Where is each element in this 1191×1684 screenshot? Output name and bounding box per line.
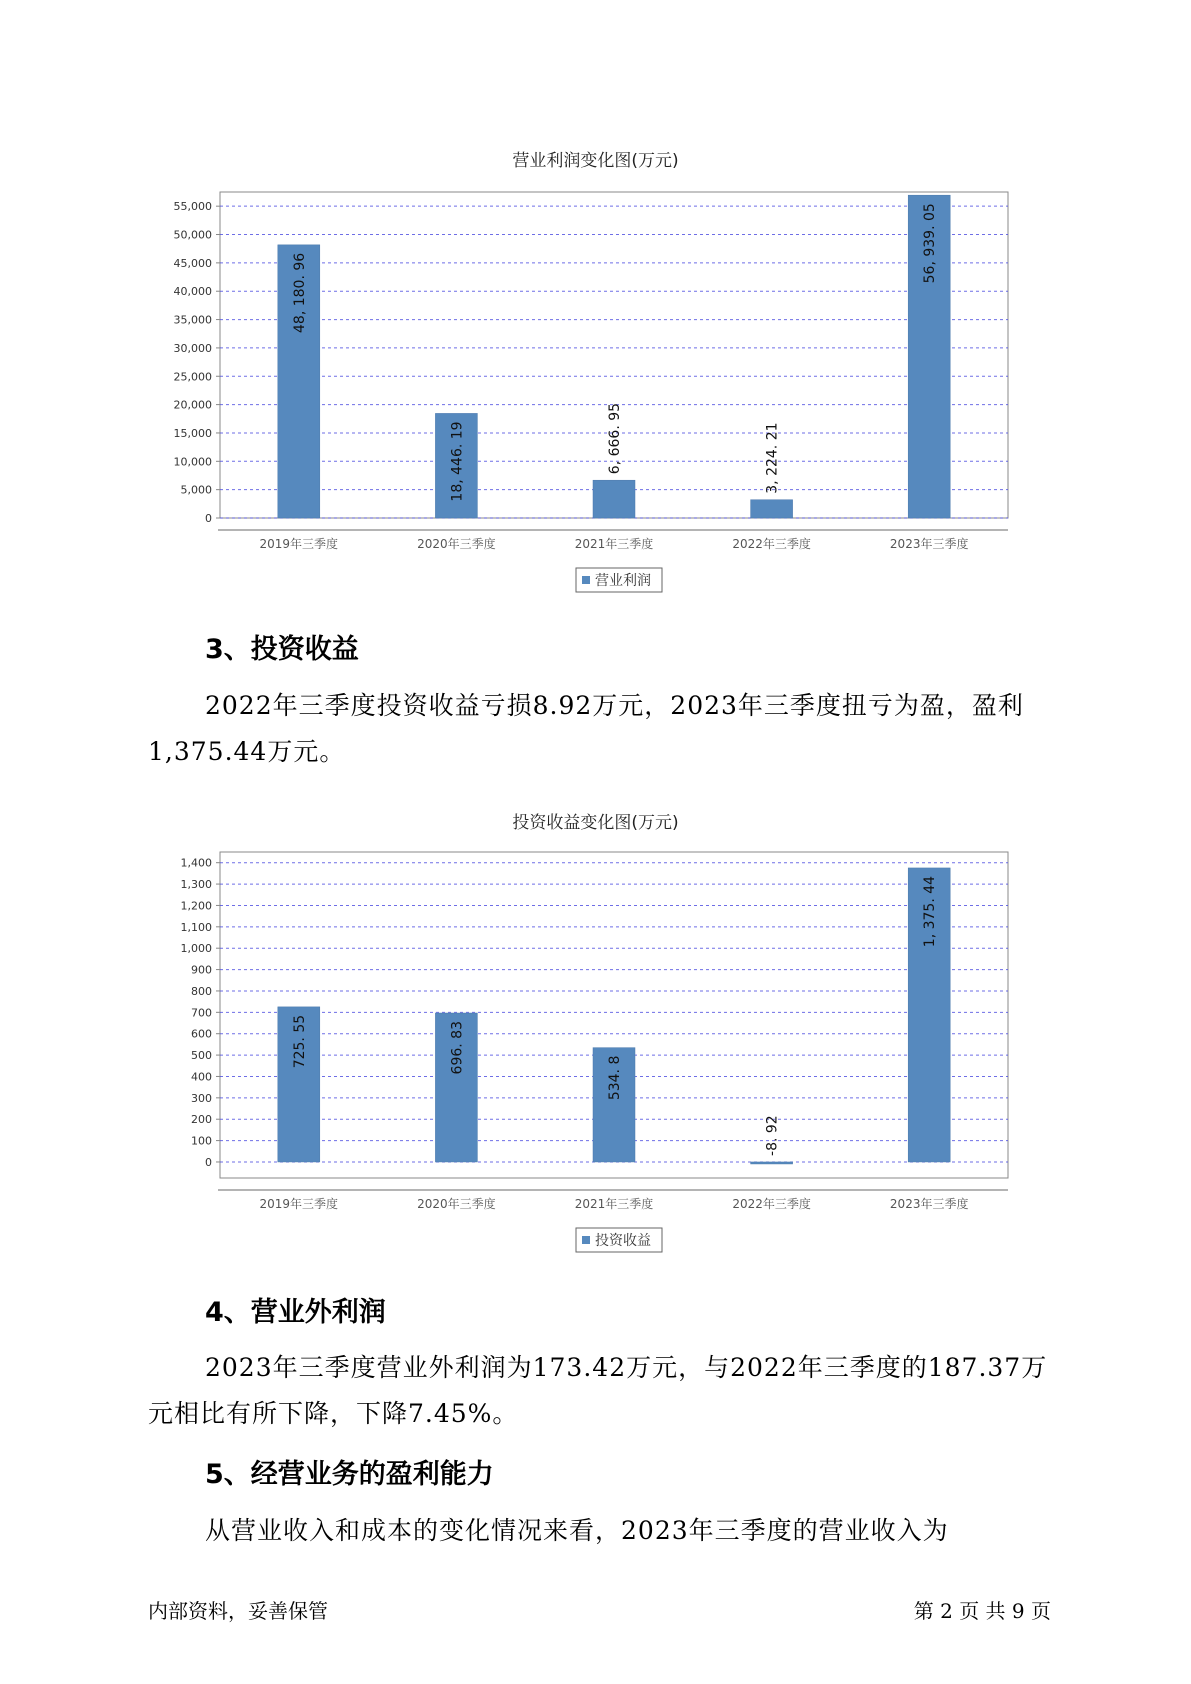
y-tick-label: 40,000 bbox=[173, 285, 212, 299]
category-label: 2022年三季度 bbox=[732, 1197, 811, 1211]
y-tick-label: 5,000 bbox=[180, 483, 212, 497]
bar-data-label: 56, 939. 05 bbox=[922, 203, 939, 284]
legend-swatch bbox=[582, 576, 590, 584]
y-tick-label: 45,000 bbox=[173, 256, 212, 270]
category-label: 2022年三季度 bbox=[732, 537, 811, 551]
y-tick-label: 800 bbox=[191, 984, 212, 998]
bar bbox=[593, 480, 635, 518]
category-label: 2023年三季度 bbox=[889, 1197, 969, 1211]
y-tick-label: 400 bbox=[191, 1070, 212, 1084]
y-tick-label: 1,100 bbox=[180, 920, 212, 934]
y-tick-label: 1,300 bbox=[180, 878, 212, 892]
legend bbox=[576, 568, 662, 592]
category-label: 2023年三季度 bbox=[889, 537, 969, 551]
y-tick-label: 25,000 bbox=[173, 370, 212, 384]
section-investment-line2: 1,375.44万元。 bbox=[148, 737, 346, 766]
y-tick-label: 20,000 bbox=[173, 398, 212, 412]
y-tick-label: 0 bbox=[205, 1155, 212, 1169]
legend bbox=[576, 1228, 662, 1252]
bar-data-label: 1, 375. 44 bbox=[922, 875, 939, 948]
y-tick-label: 50,000 bbox=[173, 228, 212, 242]
operating-profit-chart bbox=[150, 180, 1030, 600]
section-ability-heading: 5、经营业务的盈利能力 bbox=[205, 1459, 494, 1490]
y-tick-label: 1,200 bbox=[180, 899, 212, 913]
y-tick-label: 1,000 bbox=[180, 942, 212, 956]
bar-data-label: 18, 446. 19 bbox=[449, 421, 466, 502]
category-label: 2020年三季度 bbox=[417, 1197, 496, 1211]
y-tick-label: 200 bbox=[191, 1113, 212, 1127]
y-tick-label: 10,000 bbox=[173, 455, 212, 469]
bar-data-label: 48, 180. 96 bbox=[291, 252, 308, 333]
y-tick-label: 900 bbox=[191, 963, 212, 977]
y-tick-label: 100 bbox=[191, 1134, 212, 1148]
bar bbox=[751, 1162, 793, 1164]
category-label: 2019年三季度 bbox=[259, 1197, 339, 1211]
y-tick-label: 1,400 bbox=[180, 856, 212, 870]
y-tick-label: 35,000 bbox=[173, 313, 212, 327]
bar bbox=[751, 500, 793, 518]
legend-label: 营业利润 bbox=[595, 573, 651, 589]
y-tick-label: 55,000 bbox=[173, 200, 212, 214]
y-tick-label: 500 bbox=[191, 1049, 212, 1063]
section-investment-line1: 2022年三季度投资收益亏损8.92万元，2023年三季度扭亏为盈，盈利 bbox=[205, 691, 1024, 720]
investment-income-chart bbox=[150, 840, 1030, 1260]
bar-data-label: 3, 224. 21 bbox=[764, 422, 781, 494]
y-tick-label: 0 bbox=[205, 512, 212, 525]
section-nonoperating-line2: 元相比有所下降，下降7.45%。 bbox=[148, 1399, 519, 1428]
section-investment-heading: 3、投资收益 bbox=[205, 634, 359, 665]
chart2-title: 投资收益变化图(万元) bbox=[512, 813, 679, 833]
category-label: 2021年三季度 bbox=[574, 537, 654, 551]
y-tick-label: 300 bbox=[191, 1091, 212, 1105]
y-tick-label: 30,000 bbox=[173, 341, 212, 355]
bar-data-label: 696. 83 bbox=[449, 1021, 466, 1075]
bar-data-label: 725. 55 bbox=[291, 1014, 308, 1069]
y-tick-label: 600 bbox=[191, 1027, 212, 1041]
category-label: 2021年三季度 bbox=[574, 1197, 654, 1211]
y-tick-label: 15,000 bbox=[173, 426, 212, 440]
section-nonoperating-line1: 2023年三季度营业外利润为173.42万元，与2022年三季度的187.37万 bbox=[205, 1353, 1048, 1382]
section-ability-line1: 从营业收入和成本的变化情况来看，2023年三季度的营业收入为 bbox=[205, 1516, 949, 1545]
bar-data-label: 534. 8 bbox=[607, 1055, 623, 1101]
legend-label: 投资收益 bbox=[595, 1233, 651, 1249]
bar-data-label: -8. 92 bbox=[764, 1115, 781, 1156]
category-label: 2020年三季度 bbox=[417, 537, 496, 551]
footer-confidential: 内部资料，妥善保管 bbox=[148, 1599, 328, 1623]
y-tick-label: 700 bbox=[191, 1006, 212, 1020]
legend-swatch bbox=[582, 1236, 590, 1244]
category-label: 2019年三季度 bbox=[259, 537, 339, 551]
bar-data-label: 6, 666. 95 bbox=[607, 402, 623, 475]
section-nonoperating-heading: 4、营业外利润 bbox=[205, 1297, 386, 1328]
chart1-title: 营业利润变化图(万元) bbox=[512, 151, 679, 171]
footer-page-number: 第 2 页 共 9 页 bbox=[913, 1599, 1051, 1623]
